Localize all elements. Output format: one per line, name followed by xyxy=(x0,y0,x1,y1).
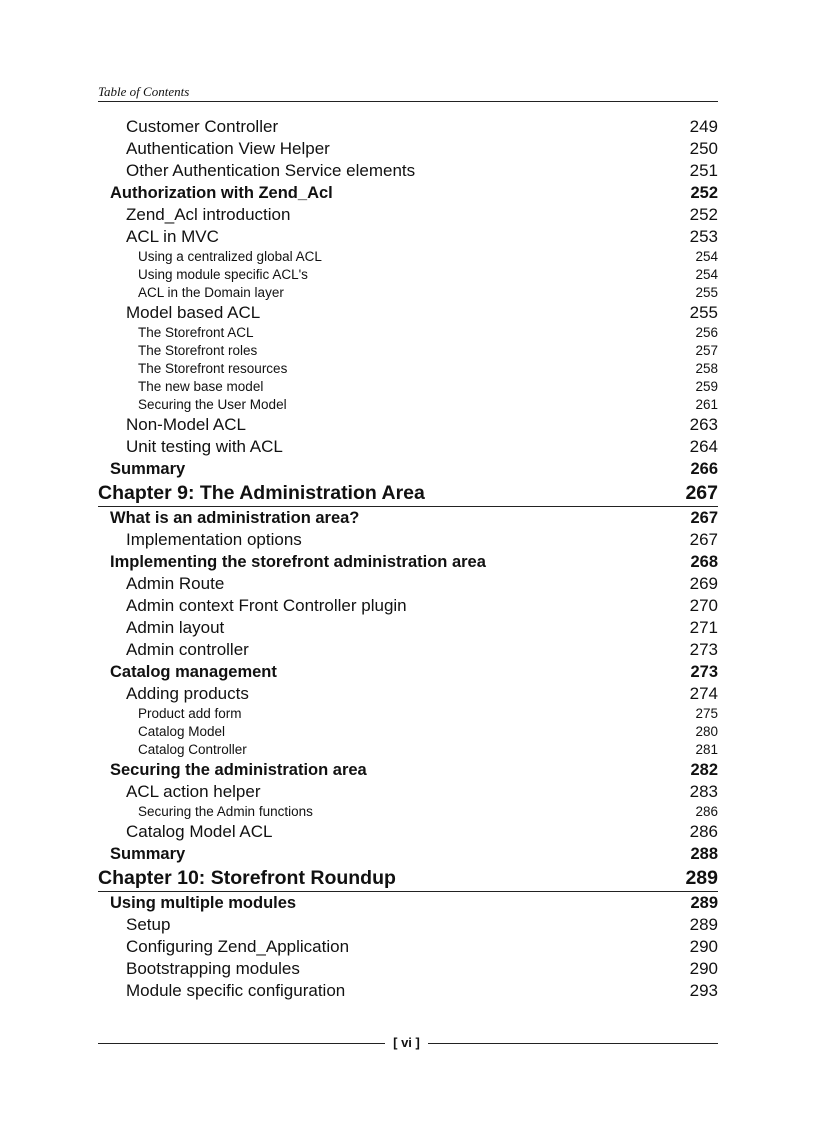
entry-page-number: 271 xyxy=(689,618,718,637)
toc-subsection-entry[interactable] xyxy=(98,573,718,595)
entry-page-number: 268 xyxy=(690,553,718,571)
toc-subsection-entry[interactable] xyxy=(98,781,718,803)
entry-title: The new base model xyxy=(138,379,264,394)
entry-title: Admin layout xyxy=(126,618,225,637)
entry-page-number: 281 xyxy=(695,742,718,757)
toc-subsection-entry[interactable] xyxy=(98,204,718,226)
entry-title: The Storefront roles xyxy=(138,343,258,358)
toc-section-entry[interactable] xyxy=(98,182,718,204)
entry-page-number: 267 xyxy=(689,530,718,549)
entry-title: Catalog management xyxy=(110,663,277,681)
entry-page-number: 249 xyxy=(689,117,718,136)
entry-title: Unit testing with ACL xyxy=(126,437,283,456)
entry-page-number: 290 xyxy=(689,937,718,956)
toc-section-entry[interactable] xyxy=(98,759,718,781)
entry-page-number: 264 xyxy=(689,437,718,456)
entry-page-number: 286 xyxy=(689,822,718,841)
entry-title: Non-Model ACL xyxy=(126,415,247,434)
toc-subsubsection-entry[interactable] xyxy=(98,360,718,378)
entry-page-number: 273 xyxy=(689,640,718,659)
entry-title: Admin Route xyxy=(126,574,225,593)
entry-page-number: 252 xyxy=(689,205,718,224)
entry-title: What is an administration area? xyxy=(110,509,360,527)
entry-title: Customer Controller xyxy=(126,117,279,136)
entry-page-number: 288 xyxy=(690,845,718,863)
toc-section-entry[interactable] xyxy=(98,507,718,529)
entry-title: Module specific configuration xyxy=(126,981,346,1000)
toc-subsection-entry[interactable] xyxy=(98,936,718,958)
entry-page-number: 263 xyxy=(689,415,718,434)
entry-page-number: 259 xyxy=(695,379,718,394)
toc-chapter-entry[interactable] xyxy=(98,480,718,507)
entry-page-number: 255 xyxy=(695,285,718,300)
entry-page-number: 267 xyxy=(690,509,718,527)
entry-page-number: 267 xyxy=(685,482,718,504)
entry-title: Other Authentication Service elements xyxy=(126,161,416,180)
entry-title: The Storefront ACL xyxy=(138,325,254,340)
entry-page-number: 282 xyxy=(690,761,718,779)
entry-page-number: 255 xyxy=(689,303,718,322)
entry-title: Admin context Front Controller plugin xyxy=(126,596,407,615)
entry-page-number: 290 xyxy=(689,959,718,978)
entry-title: Bootstrapping modules xyxy=(126,959,300,978)
entry-page-number: 289 xyxy=(685,867,718,889)
entry-page-number: 251 xyxy=(689,161,718,180)
entry-title: Chapter 9: The Administration Area xyxy=(98,482,425,504)
toc-subsection-entry[interactable] xyxy=(98,980,718,1002)
running-header xyxy=(98,84,718,102)
entry-page-number: 253 xyxy=(689,227,718,246)
entry-title: The Storefront resources xyxy=(138,361,288,376)
entry-title: Admin controller xyxy=(126,640,249,659)
entry-page-number: 254 xyxy=(695,267,718,282)
entry-page-number: 261 xyxy=(695,397,718,412)
toc-subsubsection-entry[interactable] xyxy=(98,705,718,723)
entry-page-number: 266 xyxy=(690,460,718,478)
entry-page-number: 289 xyxy=(690,894,718,912)
entry-title: Using module specific ACL's xyxy=(138,267,308,282)
toc-subsection-entry[interactable] xyxy=(98,226,718,248)
entry-page-number: 273 xyxy=(690,663,718,681)
entry-page-number: 257 xyxy=(695,343,718,358)
toc-section-entry[interactable] xyxy=(98,551,718,573)
entry-title: Using multiple modules xyxy=(110,894,297,912)
entry-title: Zend_Acl introduction xyxy=(126,205,291,224)
entry-page-number: 289 xyxy=(689,915,718,934)
toc-subsection-entry[interactable] xyxy=(98,138,718,160)
entry-title: Product add form xyxy=(138,706,242,721)
toc-subsubsection-entry[interactable] xyxy=(98,723,718,741)
toc-subsubsection-entry[interactable] xyxy=(98,396,718,414)
entry-title: Using a centralized global ACL xyxy=(138,249,322,264)
running-head-title: Table of Contents xyxy=(98,84,190,99)
toc-subsection-entry[interactable] xyxy=(98,116,718,138)
toc-section-entry[interactable] xyxy=(98,458,718,480)
page-number: [ vi ] xyxy=(393,1035,420,1050)
entry-page-number: 254 xyxy=(695,249,718,264)
entry-page-number: 252 xyxy=(690,184,718,202)
toc-subsection-entry[interactable] xyxy=(98,529,718,551)
entry-page-number: 258 xyxy=(695,361,718,376)
toc-subsubsection-entry[interactable] xyxy=(98,284,718,302)
entry-title: ACL in MVC xyxy=(126,227,219,246)
entry-title: Authentication View Helper xyxy=(126,139,330,158)
toc-subsubsection-entry[interactable] xyxy=(98,266,718,284)
entry-title: Securing the User Model xyxy=(138,397,287,412)
entry-title: Catalog Model ACL xyxy=(126,822,273,841)
entry-title: Summary xyxy=(110,460,186,478)
toc-subsection-entry[interactable] xyxy=(98,683,718,705)
entry-page-number: 274 xyxy=(689,684,718,703)
table-of-contents xyxy=(98,116,718,1002)
page-footer xyxy=(98,1033,718,1053)
entry-page-number: 286 xyxy=(695,804,718,819)
toc-section-entry[interactable] xyxy=(98,661,718,683)
entry-title: Securing the Admin functions xyxy=(138,804,313,819)
toc-subsection-entry[interactable] xyxy=(98,595,718,617)
toc-subsection-entry[interactable] xyxy=(98,414,718,436)
entry-title: ACL action helper xyxy=(126,782,261,801)
toc-subsection-entry[interactable] xyxy=(98,436,718,458)
toc-section-entry[interactable] xyxy=(98,843,718,865)
entry-page-number: 293 xyxy=(689,981,718,1000)
entry-title: Implementation options xyxy=(126,530,302,549)
toc-subsubsection-entry[interactable] xyxy=(98,741,718,759)
entry-title: Adding products xyxy=(126,684,249,703)
toc-subsubsection-entry[interactable] xyxy=(98,248,718,266)
toc-subsubsection-entry[interactable] xyxy=(98,803,718,821)
entry-page-number: 283 xyxy=(689,782,718,801)
entry-title: Securing the administration area xyxy=(110,761,367,779)
footer-rule-left xyxy=(98,1043,385,1044)
toc-subsubsection-entry[interactable] xyxy=(98,378,718,396)
toc-subsection-entry[interactable] xyxy=(98,302,718,324)
toc-chapter-entry[interactable] xyxy=(98,865,718,892)
toc-section-entry[interactable] xyxy=(98,892,718,914)
entry-page-number: 256 xyxy=(695,325,718,340)
toc-subsection-entry[interactable] xyxy=(98,914,718,936)
entry-title: Chapter 10: Storefront Roundup xyxy=(98,867,396,889)
entry-page-number: 250 xyxy=(689,139,718,158)
entry-page-number: 269 xyxy=(689,574,718,593)
toc-subsubsection-entry[interactable] xyxy=(98,324,718,342)
entry-title: Setup xyxy=(126,915,171,934)
toc-subsection-entry[interactable] xyxy=(98,958,718,980)
toc-subsection-entry[interactable] xyxy=(98,160,718,182)
entry-title: Catalog Controller xyxy=(138,742,247,757)
entry-page-number: 275 xyxy=(695,706,718,721)
toc-subsection-entry[interactable] xyxy=(98,821,718,843)
entry-title: Model based ACL xyxy=(126,303,261,322)
toc-subsection-entry[interactable] xyxy=(98,639,718,661)
entry-title: Implementing the storefront administration area xyxy=(110,553,486,571)
entry-title: ACL in the Domain layer xyxy=(138,285,284,300)
footer-rule-right xyxy=(428,1043,718,1044)
entry-title: Configuring Zend_Application xyxy=(126,937,350,956)
entry-page-number: 280 xyxy=(695,724,718,739)
entry-title: Summary xyxy=(110,845,186,863)
toc-subsubsection-entry[interactable] xyxy=(98,342,718,360)
entry-page-number: 270 xyxy=(689,596,718,615)
toc-subsection-entry[interactable] xyxy=(98,617,718,639)
entry-title: Catalog Model xyxy=(138,724,226,739)
entry-title: Authorization with Zend_Acl xyxy=(110,184,333,202)
